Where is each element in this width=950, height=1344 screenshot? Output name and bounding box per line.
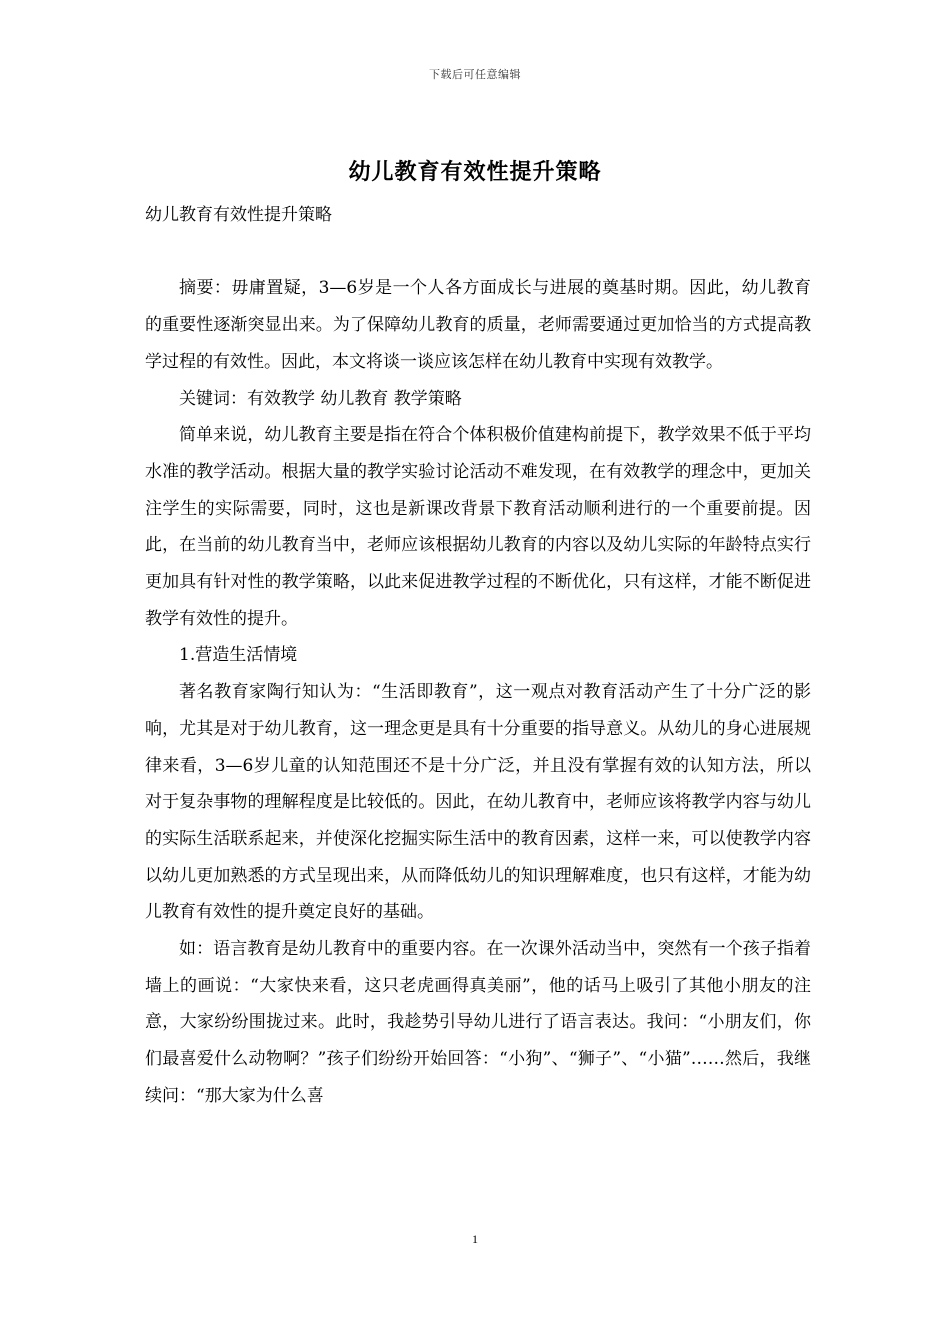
page-title: 幼儿教育有效性提升策略 (348, 159, 602, 185)
section-body-paragraph: 著名教育家陶行知认为：“生活即教育”，这一观点对教育活动产生了十分广泛的影响，尤其是对于幼儿教育，这一理念更是具有十分重要的指导意义。从幼儿的身心进展规律来看，3—6岁儿童的认知范围还不是十分广泛，并且没有掌握有效的认知方法，所以对于复杂事物的理解程度是比较低的。因此，在幼儿教育中，老师应该将教学内容与幼儿的实际生活联系起来，并使深化挖掘实际生活中的教育因素，这样一来，可以使教学内容以幼儿更加熟悉的方式呈现出来，从而降低幼儿的知识理解难度，也只有这样，才能为幼儿教育有效性的提升奠定良好的基础。 (145, 682, 811, 923)
section-heading: 1.营造生活情境 (179, 645, 298, 666)
document-body (145, 197, 811, 1115)
blank-line (145, 234, 811, 271)
abstract-paragraph: 摘要：毋庸置疑，3—6岁是一个人各方面成长与进展的奠基时期。因此，幼儿教育的重要性逐渐突显出来。为了保障幼儿教育的质量，老师需要通过更加恰当的方式提高教学过程的有效性。因此，本文将谈一谈应该怎样在幼儿教育中实现有效教学。 (145, 278, 811, 372)
page-number: 1 (472, 1232, 478, 1246)
intro-paragraph: 简单来说，幼儿教育主要是指在符合个体积极价值建构前提下，教学效果不低于平均水准的教学活动。根据大量的教学实验讨论活动不难发现，在有效教学的理念中，更加关注学生的实际需要，同时，这也是新课改背景下教育活动顺利进行的一个重要前提。因此，在当前的幼儿教育当中，老师应该根据幼儿教育的内容以及幼儿实际的年龄特点实行更加具有针对性的教学策略，以此来促进教学过程的不断优化，只有这样，才能不断促进教学有效性的提升。 (145, 425, 811, 629)
document-subtitle: 幼儿教育有效性提升策略 (145, 205, 332, 225)
example-paragraph: 如：语言教育是幼儿教育中的重要内容。在一次课外活动当中，突然有一个孩子指着墙上的画说：“大家快来看，这只老虎画得真美丽”，他的话马上吸引了其他小朋友的注意，大家纷纷围拢过来。此时，我趁势引导幼儿进行了语言表达。我问：“小朋友们，你们最喜爱什么动物啊？”孩子们纷纷开始回答：“小狗”、“狮子”、“小猫”……然后，我继续问：“那大家为什么喜 (145, 939, 811, 1106)
keywords-paragraph: 关键词：有效教学 幼儿教育 教学策略 (179, 388, 462, 409)
header-note: 下载后可任意编辑 (429, 68, 521, 81)
